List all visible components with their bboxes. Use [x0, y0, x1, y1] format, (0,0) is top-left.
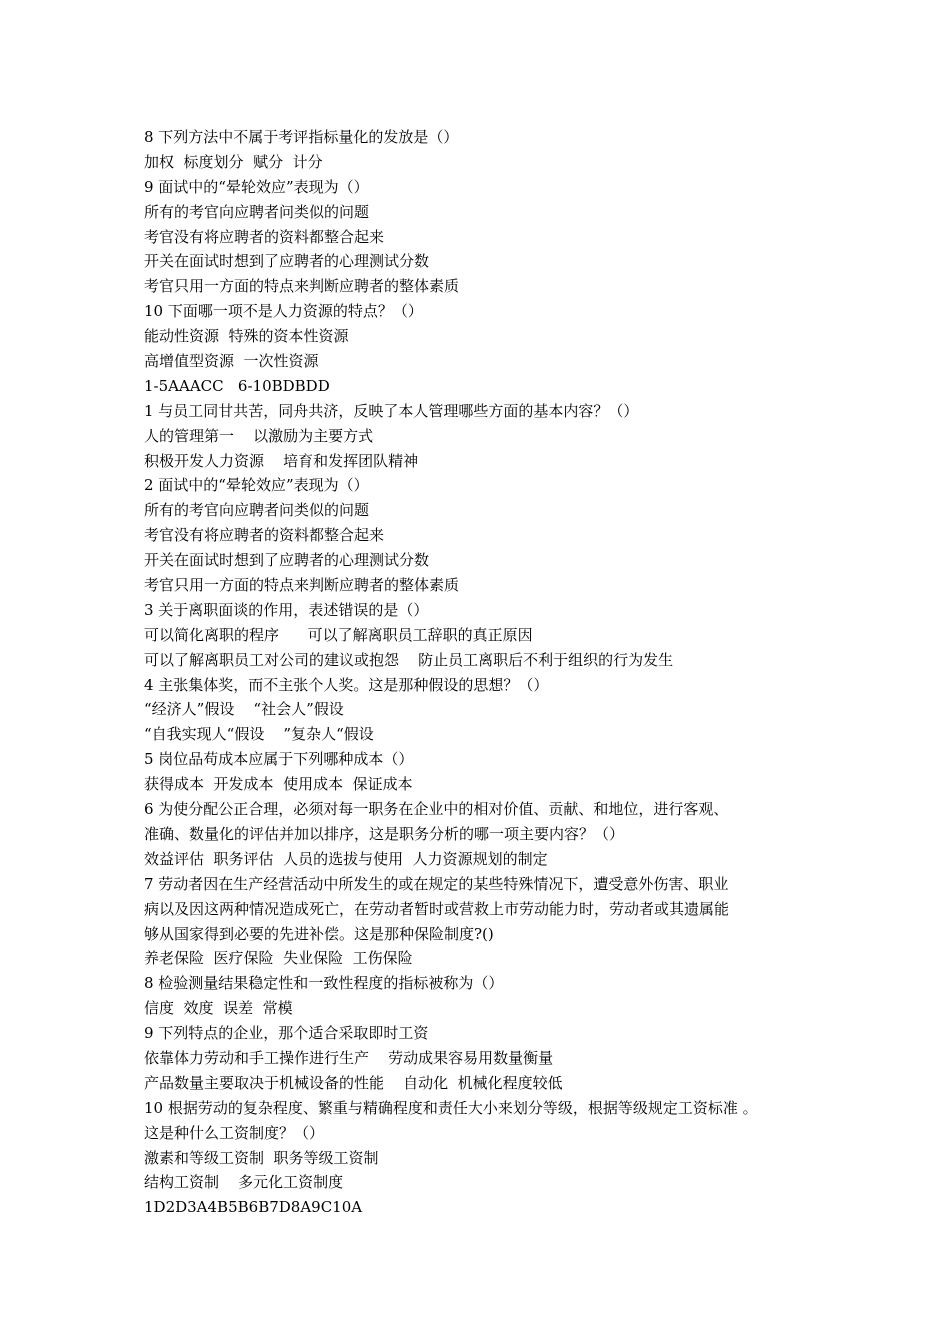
question-8-options: 加权 标度划分 赋分 计分 [144, 152, 323, 171]
question-9-option-d: 考官只用一方面的特点来判断应聘者的整体素质 [144, 277, 460, 296]
set2-question-1-stem: 1 与员工同甘共苦，同舟共济，反映了本人管理哪些方面的基本内容？（） [144, 401, 639, 420]
question-9-option-c: 开关在面试时想到了应聘者的心理测试分数 [144, 252, 430, 271]
set2-question-7-options: 养老保险 医疗保险 失业保险 工伤保险 [144, 949, 413, 968]
set2-question-2-option-c: 开关在面试时想到了应聘者的心理测试分数 [144, 551, 430, 570]
set2-question-6-stem-line-1: 6 为使分配公正合理，必须对每一职务在企业中的相对价值、贡献、和地位，进行客观、 [144, 800, 729, 819]
set2-question-10-stem-line-1: 10 根据劳动的复杂程度、繁重与精确程度和责任大小来划分等级，根据等级规定工资标准 。 [144, 1098, 758, 1117]
answer-key-set-1: 1-5AAACC 6-10BDBDD [144, 376, 330, 395]
question-10-stem: 10 下面哪一项不是人力资源的特点？（） [144, 302, 423, 321]
set2-question-6-options: 效益评估 职务评估 人员的选拔与使用 人力资源规划的制定 [144, 849, 548, 868]
question-10-options-cd: 高增值型资源 一次性资源 [144, 352, 319, 371]
question-9-option-a: 所有的考官向应聘者问类似的问题 [144, 202, 370, 221]
set2-question-10-options-cd: 结构工资制 多元化工资制度 [144, 1173, 344, 1192]
set2-question-3-stem: 3 关于离职面谈的作用，表述错误的是（） [144, 600, 429, 619]
set2-question-3-options-cd: 可以了解离职员工对公司的建议或抱怨 防止员工离职后不利于组织的行为发生 [144, 650, 674, 669]
set2-question-2-option-b: 考官没有将应聘者的资料都整合起来 [144, 526, 385, 545]
question-9-stem: 9 面试中的“晕轮效应”表现为（） [144, 177, 369, 196]
set2-question-1-options-cd: 积极开发人力资源 培育和发挥团队精神 [144, 451, 419, 470]
set2-question-2-option-a: 所有的考官向应聘者问类似的问题 [144, 501, 370, 520]
set2-question-8-options: 信度 效度 误差 常模 [144, 999, 293, 1018]
set2-question-4-options-ab: “经济人”假设 “社会人”假设 [144, 700, 344, 719]
question-10-options-ab: 能动性资源 特殊的资本性资源 [144, 327, 349, 346]
set2-question-2-stem: 2 面试中的“晕轮效应”表现为（） [144, 476, 369, 495]
set2-question-10-stem-line-2: 这是种什么工资制度？（） [144, 1123, 325, 1142]
question-9-option-b: 考官没有将应聘者的资料都整合起来 [144, 227, 385, 246]
set2-question-9-options-ab: 依靠体力劳动和手工操作进行生产 劳动成果容易用数量衡量 [144, 1048, 554, 1067]
answer-key-set-2: 1D2D3A4B5B6B7D8A9C10A [144, 1198, 363, 1217]
set2-question-1-options-ab: 人的管理第一 以激励为主要方式 [144, 426, 374, 445]
question-8-stem: 8 下列方法中不属于考评指标量化的发放是（） [144, 128, 459, 146]
set2-question-4-options-cd: “自我实现人“假设 ”复杂人“假设 [144, 725, 374, 744]
document-body [144, 125, 834, 1220]
set2-question-7-stem-line-2: 病以及因这两种情况造成死亡，在劳动者暂时或营救上市劳动能力时，劳动者或其遗属能 [144, 899, 730, 918]
set2-question-2-option-d: 考官只用一方面的特点来判断应聘者的整体素质 [144, 576, 460, 595]
set2-question-7-stem-line-3: 够从国家得到必要的先进补偿。这是那种保险制度?() [144, 924, 494, 943]
set2-question-6-stem-line-2: 准确、数量化的评估并加以排序，这是职务分析的哪一项主要内容？（） [144, 824, 625, 843]
set2-question-8-stem: 8 检验测量结果稳定性和一致性程度的指标被称为（） [144, 974, 504, 993]
set2-question-5-stem: 5 岗位品苟成本应属于下列哪种成本（） [144, 750, 414, 769]
set2-question-5-options: 获得成本 开发成本 使用成本 保证成本 [144, 775, 413, 794]
set2-question-7-stem-line-1: 7 劳动者因在生产经营活动中所发生的或在规定的某些特殊情况下，遭受意外伤害、职业 [144, 874, 729, 893]
set2-question-4-stem: 4 主张集体奖，而不主张个人奖。这是那种假设的思想？（） [144, 675, 549, 694]
set2-question-10-options-ab: 激素和等级工资制 职务等级工资制 [144, 1148, 379, 1167]
set2-question-9-stem: 9 下列特点的企业，那个适合采取即时工资 [144, 1024, 429, 1043]
set2-question-9-options-cd: 产品数量主要取决于机械设备的性能 自动化 机械化程度较低 [144, 1073, 563, 1092]
set2-question-3-options-ab: 可以简化离职的程序 可以了解离职员工辞职的真正原因 [144, 625, 533, 644]
